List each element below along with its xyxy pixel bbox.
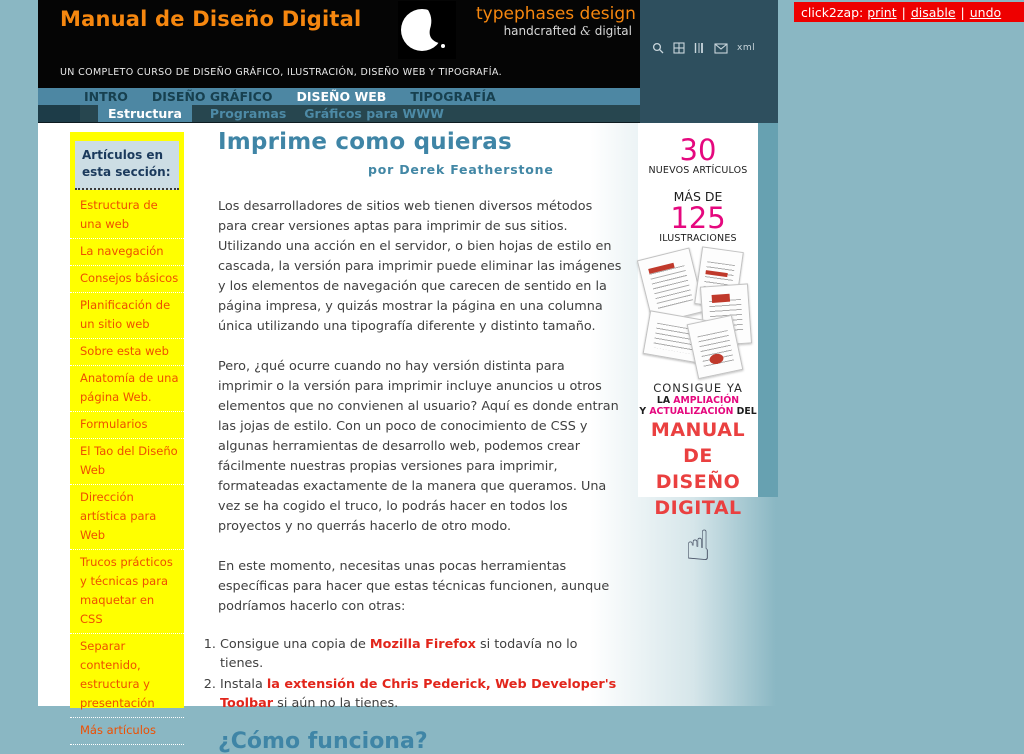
ad-count-articles-label: NUEVOS ARTÍCULOS <box>648 165 748 176</box>
click2zap-undo-link[interactable]: undo <box>969 4 1002 20</box>
nav-item-intro[interactable]: INTRO <box>84 89 128 104</box>
section-sidebar <box>70 132 184 737</box>
sidebar-article-link[interactable]: La navegación <box>70 239 184 266</box>
subnav-lead-block <box>38 105 80 122</box>
sidebar-article-link[interactable]: Separar contenido, estructura y presentación <box>70 634 184 718</box>
ad-subline-text: DEL <box>733 406 757 417</box>
brand-sub-right: digital <box>594 24 632 38</box>
list-item-text: Instala <box>220 677 267 692</box>
site-title: Manual de Diseño Digital <box>60 7 362 31</box>
ad-count-articles: 30 <box>679 133 717 167</box>
sidebar-heading: Artículos en esta sección: <box>75 141 179 190</box>
ampersand-glyph: & <box>580 24 591 38</box>
ad-subline-text: Y <box>639 406 650 417</box>
ad-cta-label: CONSIGUE YA <box>653 381 743 395</box>
ad-subline-1 <box>638 395 758 406</box>
grid-icon[interactable] <box>673 42 685 54</box>
site-tagline: UN COMPLETO CURSO DE DISEÑO GRÁFICO, ILUSTRACIÓN, DISEÑO WEB Y TIPOGRAFÍA. <box>60 67 502 78</box>
sidebar-article-link[interactable]: Formularios <box>70 412 184 439</box>
list-item-text: Consigue una copia de <box>220 637 370 652</box>
web-developer-toolbar-link[interactable]: la extensión de Chris Pederick, Web Developer's Toolbar <box>220 677 617 711</box>
main-nav <box>38 88 640 105</box>
article-paragraph: Pero, ¿qué ocurre cuando no hay versión distinta para imprimir o la versión para imprimir incluye anuncios u otros elementos que no convienen al usuario? Aquí es donde entran las jojas de estilo. Con un poco de conocimiento de CSS y algunas herramientas de desarrollo web, podemos crear fácilmente nuestras propias versiones para imprimir, formateadas exactamente de la manera que queramos. Una vez se ha cogido el truco, lo podrás hacer en todos los proyectos y no querrás hacerlo de otro modo. <box>218 359 619 534</box>
typephases-logo-icon[interactable] <box>398 1 458 59</box>
article-byline: por Derek Featherstone <box>368 162 554 177</box>
mozilla-firefox-link[interactable]: Mozilla Firefox <box>369 637 476 652</box>
manual-ad-banner[interactable] <box>638 123 758 570</box>
separator: | <box>960 4 965 20</box>
sidebar-article-link[interactable]: Anatomía de una página Web. <box>70 366 184 412</box>
sidebar-article-link[interactable]: Estructura de una web <box>70 193 184 239</box>
brand-sub-left: handcrafted <box>503 24 577 38</box>
xml-feed-link[interactable]: xml <box>737 43 756 53</box>
ad-product-title-line2: DE DISEÑO <box>655 445 741 493</box>
separator: | <box>901 4 906 20</box>
sidebar-article-link[interactable]: Sobre esta web <box>70 339 184 366</box>
article-paragraph: Los desarrolladores de sitios web tienen diversos métodos para crear versiones aptas para imprimir de sus sitios. Utilizando una acción en el servidor, o bien hojas de estilo en cascada, la versión para imprimir puede eliminar las imágenes y los elementos de navegación que carecen de sentido en la página impresa, y quizás mostrar la página en una columna única utilizando una tipografía diferente y distinto tamaño. <box>218 199 622 334</box>
brand-block[interactable] <box>476 5 636 38</box>
search-icon[interactable] <box>652 42 664 54</box>
ad-subline-text: LA <box>656 395 674 406</box>
list-item-text: si aún no la tienes. <box>273 696 399 711</box>
next-section-heading: ¿Cómo funciona? <box>218 729 428 754</box>
article-title: Imprime como quieras <box>218 129 512 155</box>
sub-nav <box>38 105 640 123</box>
subnav-item-programas[interactable]: Programas <box>209 106 287 121</box>
ad-more-label: MÁS DE <box>673 189 723 204</box>
ad-product-title-line3: DIGITAL <box>654 497 742 519</box>
click2zap-disable-link[interactable]: disable <box>910 4 956 20</box>
nav-item-tipografia[interactable]: TIPOGRAFÍA <box>410 89 496 104</box>
subnav-item-graficos[interactable]: Gráficos para WWW <box>304 106 444 121</box>
brand-tagline <box>476 24 636 38</box>
click2zap-label: click2zap: <box>801 4 864 20</box>
sidebar-article-link[interactable]: Trucos prácticos y técnicas para maquetar en CSS <box>70 550 184 634</box>
list-item <box>220 675 622 713</box>
utility-icons-box <box>640 0 778 123</box>
ad-subline-highlight: AMPLIACIÓN <box>673 395 740 406</box>
article <box>218 129 622 754</box>
ad-subline-highlight: ACTUALIZACIÓN <box>649 406 734 417</box>
ad-count-illustrations-label: ILUSTRACIONES <box>659 233 737 244</box>
click2zap-print-link[interactable]: print <box>867 4 897 20</box>
ad-subline-2 <box>638 406 758 417</box>
sidebar-article-list <box>70 193 184 745</box>
sidebar-article-link[interactable]: Planificación de un sitio web <box>70 293 184 339</box>
ad-collage-image <box>642 249 754 377</box>
mail-icon[interactable] <box>714 43 728 54</box>
bars-icon[interactable] <box>694 42 705 54</box>
article-paragraph: En este momento, necesitas unas pocas herramientas específicas para hacer que estas técnicas funcionen, aunque podríamos hacerlo con otras: <box>218 559 610 614</box>
ad-product-title-line1: MANUAL <box>650 419 746 441</box>
sidebar-article-link[interactable]: Dirección artística para Web <box>70 485 184 550</box>
sidebar-article-link[interactable]: El Tao del Diseño Web <box>70 439 184 485</box>
list-item-text: si todavía no lo tienes. <box>220 637 578 671</box>
ad-side-band <box>758 123 778 497</box>
nav-item-diseno-web[interactable]: DISEÑO WEB <box>296 89 387 104</box>
nav-item-diseno-grafico[interactable]: DISEÑO GRÁFICO <box>151 89 273 104</box>
sidebar-article-link[interactable]: Consejos básicos <box>70 266 184 293</box>
ad-count-illustrations: 125 <box>670 201 726 235</box>
brand-name: typephases design <box>476 4 636 24</box>
list-item <box>220 635 622 673</box>
subnav-item-estructura[interactable]: Estructura <box>98 105 192 122</box>
content-area <box>38 123 778 754</box>
click2zap-bar <box>794 2 1024 22</box>
pointing-hand-icon: ☝ <box>685 521 711 570</box>
site-column <box>38 0 778 754</box>
tools-list <box>220 635 622 713</box>
sidebar-article-link[interactable]: Más artículos <box>70 718 184 745</box>
site-header <box>38 0 640 88</box>
